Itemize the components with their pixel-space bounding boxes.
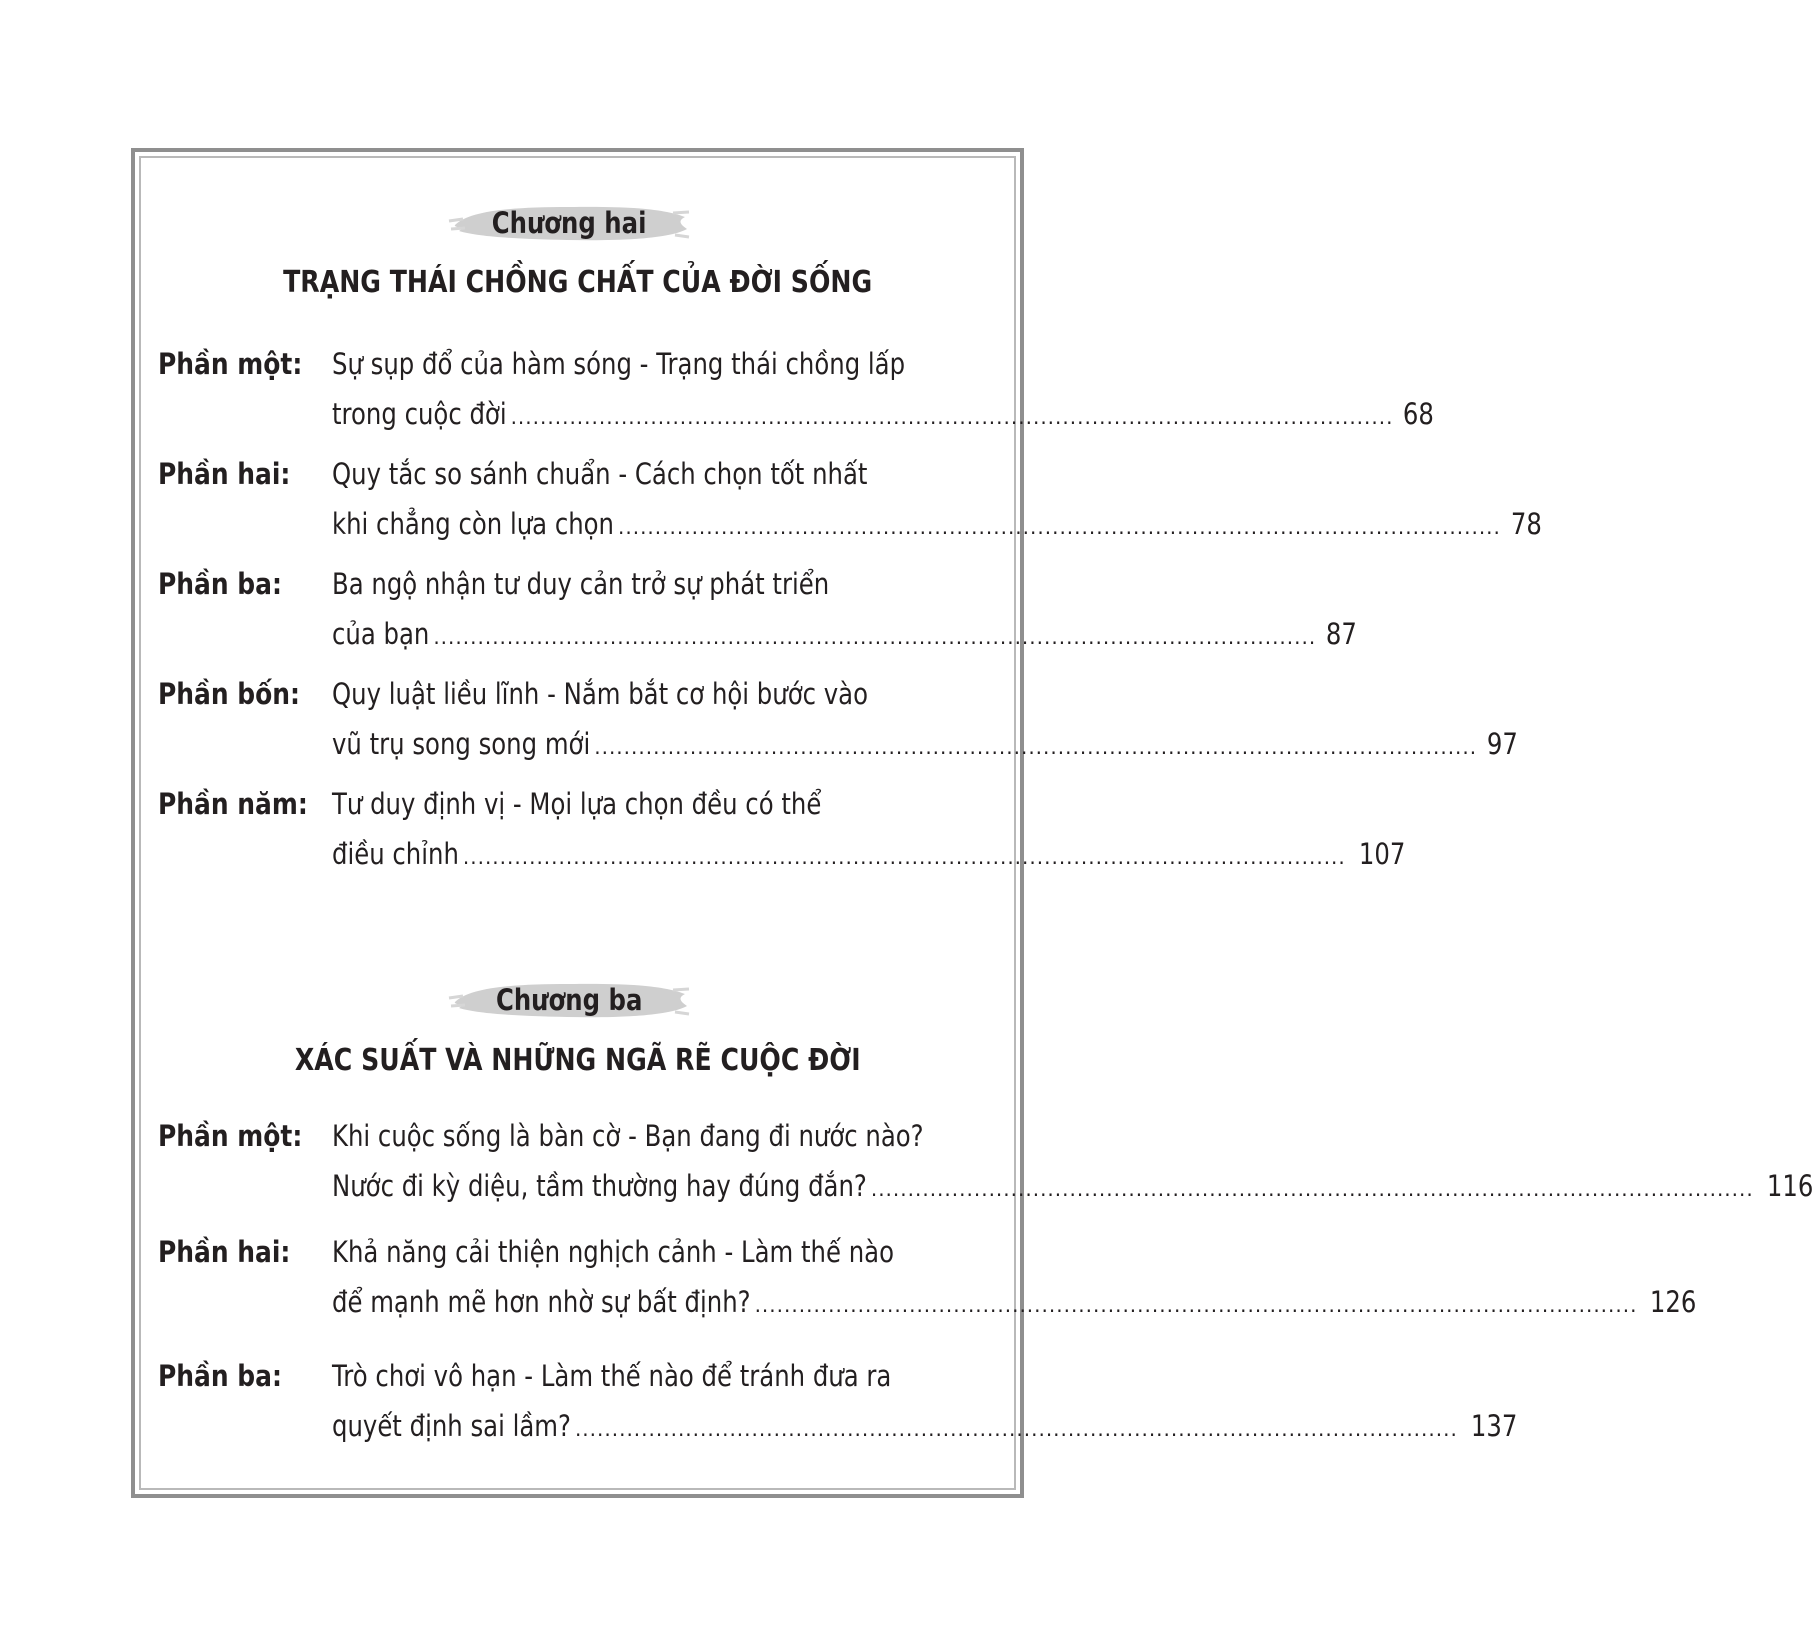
- toc-entry-title-line2-text: khi chẳng còn lựa chọn: [332, 507, 615, 541]
- toc-leader-dots: ........................................................................................................................: [433, 625, 1317, 649]
- chapter-label-text: Chương hai: [491, 206, 647, 240]
- toc-leader-dots: ........................................................................................................................: [594, 735, 1478, 759]
- toc-page-number: 97: [1487, 727, 1519, 761]
- chapter-label-three: [449, 972, 689, 1028]
- toc-entry-title-line2-text: để mạnh mẽ hơn nhờ sự bất định?: [332, 1285, 751, 1319]
- toc-page-number: 137: [1470, 1409, 1518, 1443]
- toc-entry-title-line1: Ba ngộ nhận tư duy cản trở sự phát triển: [332, 567, 830, 601]
- toc-entry-title-line2: [332, 1277, 1697, 1327]
- chapter-title-three: XÁC SUẤT VÀ NHỮNG NGÃ RẼ CUỘC ĐỜI: [294, 1043, 861, 1078]
- toc-leader-dots: ........................................................................................................................: [510, 405, 1394, 429]
- toc-page-number: 126: [1650, 1285, 1697, 1319]
- toc-page-number: 87: [1326, 617, 1358, 651]
- toc-entry-label: Phần ba:: [158, 1359, 282, 1393]
- toc-leader-dots: ........................................................................................................................: [870, 1177, 1754, 1201]
- toc-entry-title-line1: Quy tắc so sánh chuẩn - Cách chọn tốt nhất: [332, 457, 868, 491]
- toc-entry-title-line2-text: trong cuộc đời: [332, 397, 507, 431]
- toc-entry-title-line2-text: quyết định sai lầm?: [332, 1409, 571, 1443]
- toc-entry-title-line2-text: Nước đi kỳ diệu, tầm thường hay đúng đắn?: [332, 1169, 867, 1203]
- toc-page-number: 78: [1510, 507, 1542, 541]
- toc-entry-title-line1: Tư duy định vị - Mọi lựa chọn đều có thể: [332, 787, 822, 821]
- toc-entry-label: Phần ba:: [158, 567, 282, 601]
- toc-entry-label: Phần hai:: [158, 1235, 291, 1269]
- toc-leader-dots: ........................................................................................................................: [754, 1293, 1638, 1317]
- toc-page-number: 68: [1403, 397, 1435, 431]
- toc-entry-title-line1: Trò chơi vô hạn - Làm thế nào để tránh đưa ra: [332, 1359, 892, 1393]
- toc-entry-title-line2: [332, 719, 1519, 769]
- toc-entry-title-line2-text: vũ trụ song song mới: [332, 727, 591, 761]
- toc-entry-title-line2: [332, 389, 1435, 439]
- toc-leader-dots: ........................................................................................................................: [462, 845, 1346, 869]
- toc-entry-label: Phần năm:: [158, 787, 308, 821]
- toc-leader-dots: ........................................................................................................................: [574, 1417, 1458, 1441]
- toc-entry-title-line2: [332, 1401, 1518, 1451]
- toc-entry-title-line2: [332, 609, 1358, 659]
- toc-leader-dots: ........................................................................................................................: [618, 515, 1501, 539]
- toc-entry-label: Phần một:: [158, 1119, 303, 1153]
- toc-entry-label: Phần một:: [158, 347, 303, 381]
- toc-entry-title-line1: Quy luật liều lĩnh - Nắm bắt cơ hội bước vào: [332, 677, 868, 711]
- toc-entry-title-line2: [332, 499, 1542, 549]
- toc-page-number: 116: [1766, 1169, 1813, 1203]
- chapter-title-two: TRẠNG THÁI CHỒNG CHẤT CỦA ĐỜI SỐNG: [282, 265, 873, 300]
- toc-entry-title-line1: Khi cuộc sống là bàn cờ - Bạn đang đi nước nào?: [332, 1119, 924, 1153]
- toc-entry-label: Phần hai:: [158, 457, 291, 491]
- toc-entry-title-line2-text: điều chỉnh: [332, 837, 459, 871]
- toc-entry-title-line2-text: của bạn: [332, 617, 430, 651]
- toc-entry-label: Phần bốn:: [158, 677, 301, 711]
- chapter-label-two: [449, 195, 689, 251]
- toc-page-number: 107: [1358, 837, 1406, 871]
- toc-entry-title-line1: Sự sụp đổ của hàm sóng - Trạng thái chồng lấp: [332, 347, 906, 381]
- toc-entry-title-line1: Khả năng cải thiện nghịch cảnh - Làm thế nào: [332, 1235, 894, 1269]
- toc-entry-title-line2: [332, 1161, 1813, 1211]
- toc-entry-title-line2: [332, 829, 1406, 879]
- chapter-label-text: Chương ba: [495, 983, 643, 1017]
